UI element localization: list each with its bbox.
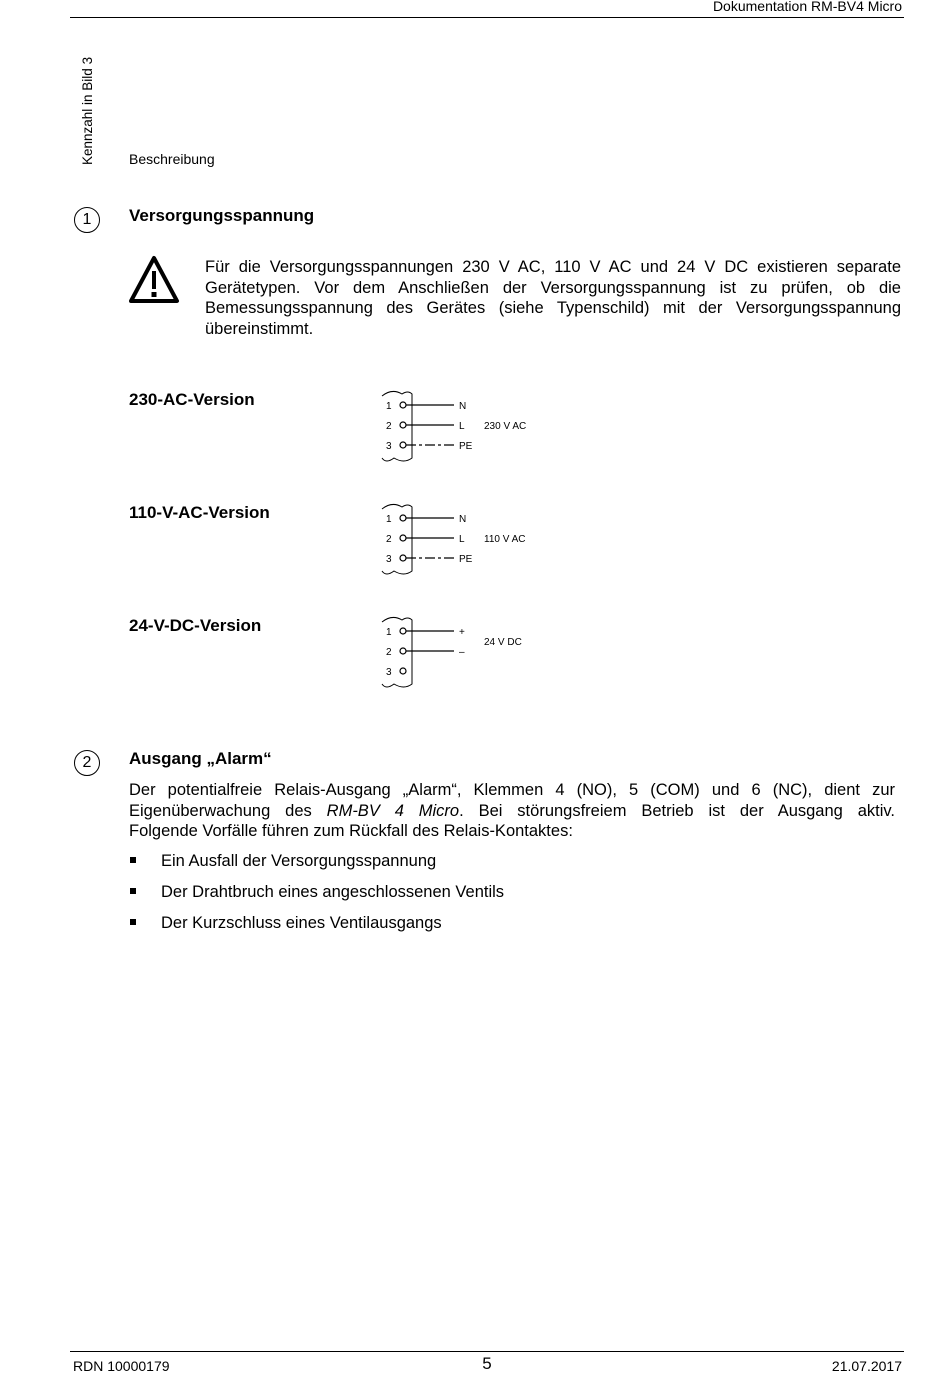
list-item-text: Der Kurzschluss eines Ventilausgangs	[161, 914, 442, 932]
terminal-label: 2	[386, 647, 392, 658]
section-number-1: 1	[74, 207, 100, 233]
paragraph-line: übereinstimmt.	[205, 319, 314, 338]
terminal-label: 2	[386, 421, 392, 432]
terminal-label: 3	[386, 441, 392, 452]
version-label-230: 230-AC-Version	[129, 390, 255, 409]
voltage-label: 110 V AC	[484, 534, 526, 545]
paragraph-line: Folgende Vorfälle führen zum Rückfall des Relais-Kontaktes:	[129, 822, 573, 840]
paragraph-line-2	[129, 801, 895, 822]
wiring-diagram-230	[378, 388, 538, 469]
wiring-diagram-24	[378, 614, 538, 695]
terminal-label: 3	[386, 554, 392, 565]
document-date: 21.07.2017	[831, 1358, 902, 1374]
footer-rule	[70, 1351, 904, 1352]
paragraph-line: Bemessungsspannung des Gerätes (siehe Typenschild) mit der Versorgungsspannung	[205, 299, 901, 317]
version-label-24: 24-V-DC-Version	[129, 616, 262, 635]
terminal-label: 1	[386, 627, 392, 638]
terminal-label: 1	[386, 514, 392, 525]
terminal-label: 3	[386, 667, 392, 678]
paragraph-line: Für die Versorgungsspannungen 230 V AC, 110 V AC und 24 V DC existieren separate	[205, 258, 901, 276]
line-label: L	[459, 534, 465, 545]
bullet-square-icon	[130, 919, 136, 925]
voltage-label: 230 V AC	[484, 421, 527, 432]
header-title: Dokumentation RM-BV4 Micro	[712, 0, 902, 14]
wiring-diagram-110	[378, 501, 538, 582]
section-title-2: Ausgang „Alarm“	[129, 749, 272, 768]
column-heading: Beschreibung	[129, 151, 215, 167]
paragraph-line: Der potentialfreie Relais-Ausgang „Alarm“, Klemmen 4 (NO), 5 (COM) und 6 (NC), dient zur	[129, 781, 895, 799]
line-label: PE	[459, 441, 473, 452]
line-label: PE	[459, 554, 473, 565]
page-number: 5	[482, 1354, 492, 1373]
bullet-square-icon	[130, 888, 136, 894]
list-item	[129, 882, 689, 913]
line-label: L	[459, 421, 465, 432]
document-number: RDN 10000179	[73, 1358, 170, 1374]
warning-triangle-icon	[128, 255, 180, 305]
section2-paragraph	[129, 780, 895, 842]
list-item	[129, 913, 689, 944]
header-rule	[70, 17, 904, 18]
section1-paragraph	[205, 257, 901, 339]
section-number-2: 2	[74, 750, 100, 776]
line-label: N	[459, 514, 467, 525]
list-item	[129, 851, 689, 882]
section-title-1: Versorgungsspannung	[129, 206, 315, 225]
terminal-label: 2	[386, 534, 392, 545]
terminal-label: 1	[386, 401, 392, 412]
line-label: –	[459, 647, 465, 658]
bullet-list	[129, 851, 689, 944]
list-item-text: Der Drahtbruch eines angeschlossenen Ventils	[161, 883, 505, 901]
voltage-label: 24 V DC	[484, 637, 522, 648]
line-label: N	[459, 401, 467, 412]
text-run: . Bei störungsfreiem Betrieb ist der Ausgang aktiv.	[459, 801, 896, 820]
text-run: Eigenüberwachung des	[129, 801, 327, 820]
bullet-square-icon	[130, 857, 136, 863]
side-label: Kennzahl in Bild 3	[80, 56, 95, 165]
paragraph-line: Gerätetypen. Vor dem Anschließen der Versorgungsspannung ist zu prüfen, ob die	[205, 278, 901, 297]
list-item-text: Ein Ausfall der Versorgungsspannung	[161, 852, 437, 870]
version-label-110: 110-V-AC-Version	[129, 503, 270, 522]
product-name: RM-BV 4 Micro	[326, 801, 460, 820]
line-label: +	[459, 627, 465, 638]
